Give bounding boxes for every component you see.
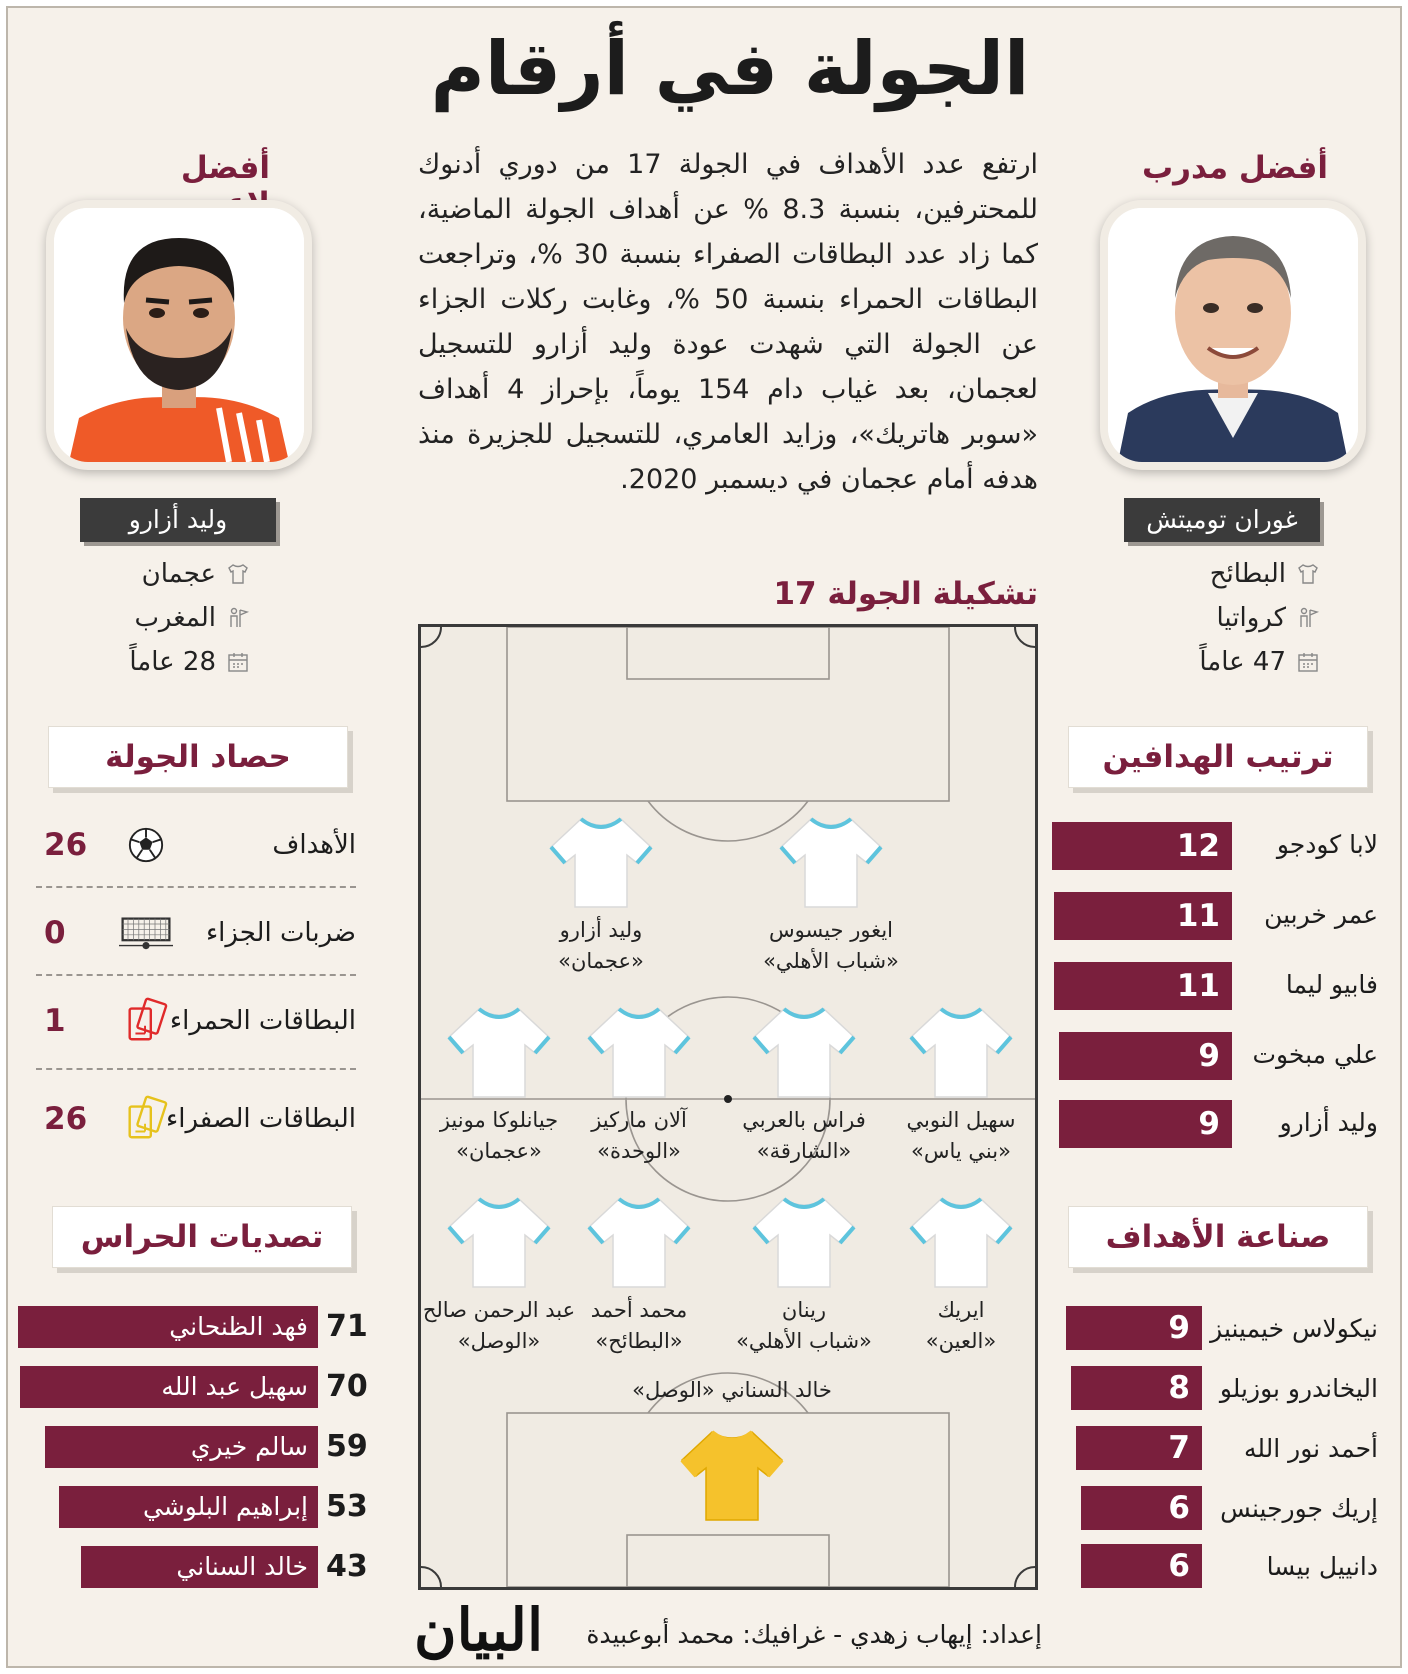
flag-person-icon: [1296, 606, 1320, 630]
goalkeeper-name-bar: سهيل عبد الله: [20, 1366, 318, 1408]
goalkeeper-row: [0, 1486, 380, 1528]
lineup-player: [414, 1193, 584, 1357]
scorers-player-name: علي مبخوت: [1252, 1040, 1378, 1069]
goalkeeper-row: [0, 1366, 380, 1408]
coach-age-row: [1130, 640, 1320, 684]
player-name: سهيل النوبي: [906, 1108, 1016, 1132]
intro-paragraph: ارتفع عدد الأهداف في الجولة 17 من دوري أدنوك للمحترفين، بنسبة 8.3 % عن أهداف الجولة الماضية، كما زاد عدد البطاقات الصفراء بنسبة 30 %، وتراجعت البطاقات الحمراء بنسبة 50 %، وغابت ركلات الجزاء عن الجولة التي شهدت عودة وليد أزارو للتسجيل لعجمان، بعد غياب دام 154 يوماً، بإحراز 4 أهداف «سوبر هاتريك»، وزايد العامري، للتسجيل للجزيرة منذ هدفه أمام عجمان في ديسمبر 2020.: [418, 149, 1039, 495]
scorers-player-name: فابيو ليما: [1285, 970, 1378, 999]
goalkeeper-row: [0, 1546, 380, 1588]
stat-red-cards: [36, 986, 356, 1056]
assists-value-bar: 6: [1081, 1486, 1202, 1530]
assists-player-name: اليخاندرو بوزيلو: [1219, 1374, 1378, 1403]
stat-goals: [36, 810, 356, 880]
calendar-icon: [1296, 650, 1320, 674]
coach-country: كرواتيا: [1216, 603, 1286, 633]
lineup-player: [414, 1003, 584, 1167]
lineup-player: [719, 1193, 889, 1357]
player-shirt-icon: [445, 1193, 553, 1289]
page-title: الجولة في أرقام: [430, 26, 1030, 112]
scorers-player-name: عمر خربين: [1264, 900, 1378, 929]
best-coach-heading: أفضل مدرب: [1141, 150, 1328, 186]
stat-yellow-cards-label: البطاقات الصفراء: [166, 1104, 356, 1134]
scorers-value-bar: 9: [1059, 1100, 1232, 1148]
stat-yellow-cards: [36, 1084, 356, 1154]
scorers-heading: ترتيب الهدافين: [1068, 726, 1368, 788]
best-player-photo: [46, 200, 312, 470]
player-club: «شباب الأهلي»: [763, 949, 899, 973]
player-country-row: [110, 596, 250, 640]
best-coach-info: [1130, 552, 1320, 684]
coach-portrait-icon: [1108, 208, 1358, 462]
scorers-value-bar: 11: [1054, 892, 1232, 940]
player-club: «الشارقة»: [756, 1139, 852, 1163]
coach-country-row: [1130, 596, 1320, 640]
player-club: «البطائح»: [595, 1329, 683, 1353]
assists-value-bar: 7: [1076, 1426, 1202, 1470]
assists-value-bar: 6: [1081, 1544, 1202, 1588]
player-club: «شباب الأهلي»: [736, 1329, 872, 1353]
divider: [36, 974, 356, 976]
stat-goals-label: الأهداف: [272, 830, 356, 860]
player-shirt-icon: [907, 1193, 1015, 1289]
player-country: المغرب: [134, 603, 216, 633]
player-shirt-icon: [750, 1193, 858, 1289]
player-label: [602, 1375, 862, 1406]
assists-player-name: أحمد نور الله: [1243, 1434, 1378, 1463]
player-name: وليد أزارو: [559, 918, 643, 942]
lineup-player: [719, 1003, 889, 1167]
goalkeeper-saves-value: 71: [326, 1309, 368, 1344]
stat-yellow-cards-value: 26: [44, 1101, 88, 1137]
stat-penalties-label: ضربات الجزاء: [205, 918, 356, 948]
al-bayan-logo: البيان: [414, 1596, 544, 1664]
assists-player-name: نيكولاس خيمينيز: [1210, 1314, 1378, 1343]
scorers-player-name: وليد أزارو: [1279, 1108, 1378, 1137]
player-shirt-icon: [585, 1193, 693, 1289]
lineup-player: [746, 813, 916, 977]
scorers-value-bar: 11: [1054, 962, 1232, 1010]
keeper-shirt-icon: [678, 1426, 786, 1522]
stat-red-cards-label: البطاقات الحمراء: [169, 1006, 356, 1036]
goalkeeper-name-bar: سالم خيري: [45, 1426, 318, 1468]
lineup-player: [602, 1375, 862, 1528]
credits: إعداد: إيهاب زهدي - غرافيك: محمد أبوعبيدة: [586, 1620, 1042, 1649]
player-club-row: [110, 552, 250, 596]
player-name: ايريك: [937, 1298, 985, 1322]
player-club: «الوحدة»: [597, 1139, 681, 1163]
player-name: رينان: [781, 1298, 827, 1322]
best-coach-name: غوران توميتش: [1124, 498, 1320, 542]
player-age: 28 عاماً: [129, 647, 216, 677]
goalkeeper-saves-value: 70: [326, 1369, 368, 1404]
coach-age: 47 عاماً: [1199, 647, 1286, 677]
flag-person-icon: [226, 606, 250, 630]
stat-red-cards-value: 1: [44, 1003, 66, 1039]
assists-player-name: إريك جورجينس: [1220, 1494, 1378, 1523]
player-name: فراس بالعربي: [742, 1108, 866, 1132]
shirt-icon: [226, 562, 250, 586]
calendar-icon: [226, 650, 250, 674]
goalkeeper-row: [0, 1306, 380, 1348]
player-name: جيانلوكا مونيز: [439, 1108, 559, 1132]
divider: [36, 886, 356, 888]
coach-club-row: [1130, 552, 1320, 596]
best-player-heading: أفضل: [180, 150, 270, 186]
best-coach-photo: [1100, 200, 1366, 470]
goalkeeper-name-bar: إبراهيم البلوشي: [59, 1486, 318, 1528]
player-club: «بني ياس»: [911, 1139, 1011, 1163]
goalkeeper-name-bar: خالد السناني: [81, 1546, 318, 1588]
divider: [36, 1068, 356, 1070]
coach-club: البطائح: [1209, 559, 1286, 589]
goal-net-icon: [104, 905, 188, 961]
player-shirt-icon: [907, 1003, 1015, 1099]
player-portrait-icon: [54, 208, 304, 462]
assists-player-name: دانييل بيسا: [1266, 1552, 1378, 1581]
player-club: عجمان: [141, 559, 216, 589]
player-shirt-icon: [750, 1003, 858, 1099]
player-name: عبد الرحمن صالح: [422, 1298, 576, 1322]
stat-penalties-value: 0: [44, 915, 66, 951]
player-name: محمد أحمد: [590, 1298, 688, 1322]
lineup-player: [516, 813, 686, 977]
goalkeeper-row: [0, 1426, 380, 1468]
lineup-pitch: [418, 624, 1038, 1590]
assists-value-bar: 9: [1066, 1306, 1202, 1350]
scorers-player-name: لابا كودجو: [1276, 830, 1378, 859]
player-club: «عجمان»: [558, 949, 644, 973]
assists-heading: صناعة الأهداف: [1068, 1206, 1368, 1268]
goalkeeper-name-bar: فهد الظنحاني: [18, 1306, 318, 1348]
player-club: «عجمان»: [456, 1139, 542, 1163]
player-name: خالد السناني: [721, 1378, 832, 1402]
goalkeepers-heading: تصديات الحراس: [52, 1206, 352, 1268]
scorers-value-bar: 9: [1059, 1032, 1232, 1080]
player-age-row: [110, 640, 250, 684]
lineup-player: [876, 1003, 1046, 1167]
player-club: «العين»: [925, 1329, 997, 1353]
shirt-icon: [1296, 562, 1320, 586]
lineup-player: [876, 1193, 1046, 1357]
football-icon: [104, 817, 188, 873]
stat-goals-value: 26: [44, 827, 88, 863]
assists-value-bar: 8: [1071, 1366, 1202, 1410]
stat-penalties: [36, 898, 356, 968]
best-player-info: [110, 552, 250, 684]
player-name: آلان ماركيز: [591, 1108, 687, 1132]
round-harvest-heading: حصاد الجولة: [48, 726, 348, 788]
goalkeeper-saves-value: 59: [326, 1429, 368, 1464]
scorers-value-bar: 12: [1052, 822, 1232, 870]
player-name: ايغور جيسوس: [768, 918, 893, 942]
player-club: «الوصل»: [632, 1378, 715, 1402]
goalkeeper-saves-value: 53: [326, 1489, 368, 1524]
best-player-name: وليد أزارو: [80, 498, 276, 542]
goalkeeper-saves-value: 43: [326, 1549, 368, 1584]
player-club: «الوصل»: [457, 1329, 541, 1353]
lineup-heading: تشكيلة الجولة 17: [773, 576, 1038, 612]
player-shirt-icon: [547, 813, 655, 909]
player-shirt-icon: [585, 1003, 693, 1099]
player-shirt-icon: [777, 813, 885, 909]
player-shirt-icon: [445, 1003, 553, 1099]
